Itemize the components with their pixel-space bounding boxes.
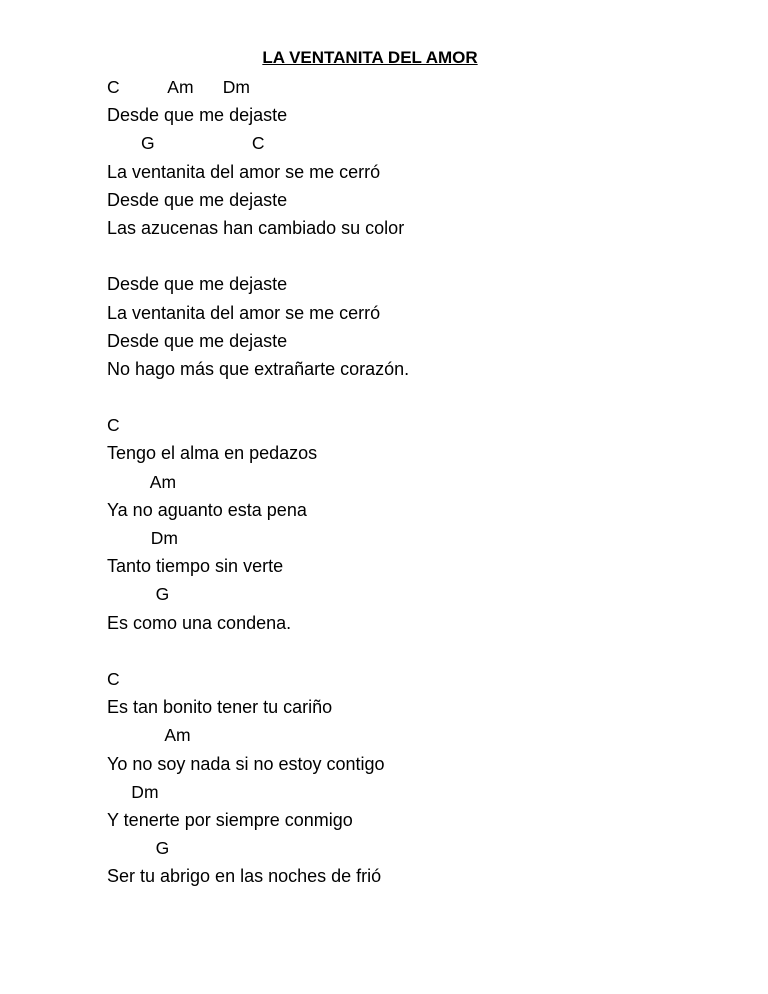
line-6: Las azucenas han cambiado su color [107, 217, 405, 238]
line-10: Desde que me dejaste [107, 330, 288, 351]
line-11: No hago más que extrañarte corazón. [107, 358, 410, 379]
line-8: Desde que me dejaste [107, 274, 288, 295]
line-5: Desde que me dejaste [107, 189, 288, 210]
line-13: C [107, 415, 120, 436]
line-2: Desde que me dejaste [107, 105, 288, 126]
line-25: Yo no soy nada si no estoy contigo [107, 753, 385, 774]
line-21 [107, 637, 727, 665]
line-19: G [107, 584, 170, 605]
line-9: La ventanita del amor se me cerró [107, 302, 381, 323]
line-16: Ya no aguanto esta pena [107, 499, 307, 520]
line-12 [107, 383, 727, 411]
line-15: Am [107, 471, 177, 492]
line-24: Am [107, 725, 191, 746]
line-17: Dm [107, 528, 178, 548]
line-7 [107, 242, 727, 270]
line-26: Dm [107, 781, 159, 802]
line-3: G C [107, 133, 265, 154]
line-14: Tengo el alma en pedazos [107, 443, 318, 464]
song-title: LA VENTANITA DEL AMOR [262, 48, 478, 67]
line-4: La ventanita del amor se me cerró [107, 161, 381, 182]
line-20: Es como una condena. [107, 612, 292, 633]
line-28: G [107, 838, 170, 859]
line-23: Es tan bonito tener tu cariño [107, 697, 333, 718]
line-29: Ser tu abrigo en las noches de frió [107, 866, 382, 887]
song-body [107, 73, 727, 890]
line-1: C Am Dm [107, 77, 250, 97]
line-27: Y tenerte por siempre conmigo [107, 809, 353, 830]
line-22: C [107, 668, 120, 689]
line-18: Tanto tiempo sin verte [107, 556, 284, 577]
